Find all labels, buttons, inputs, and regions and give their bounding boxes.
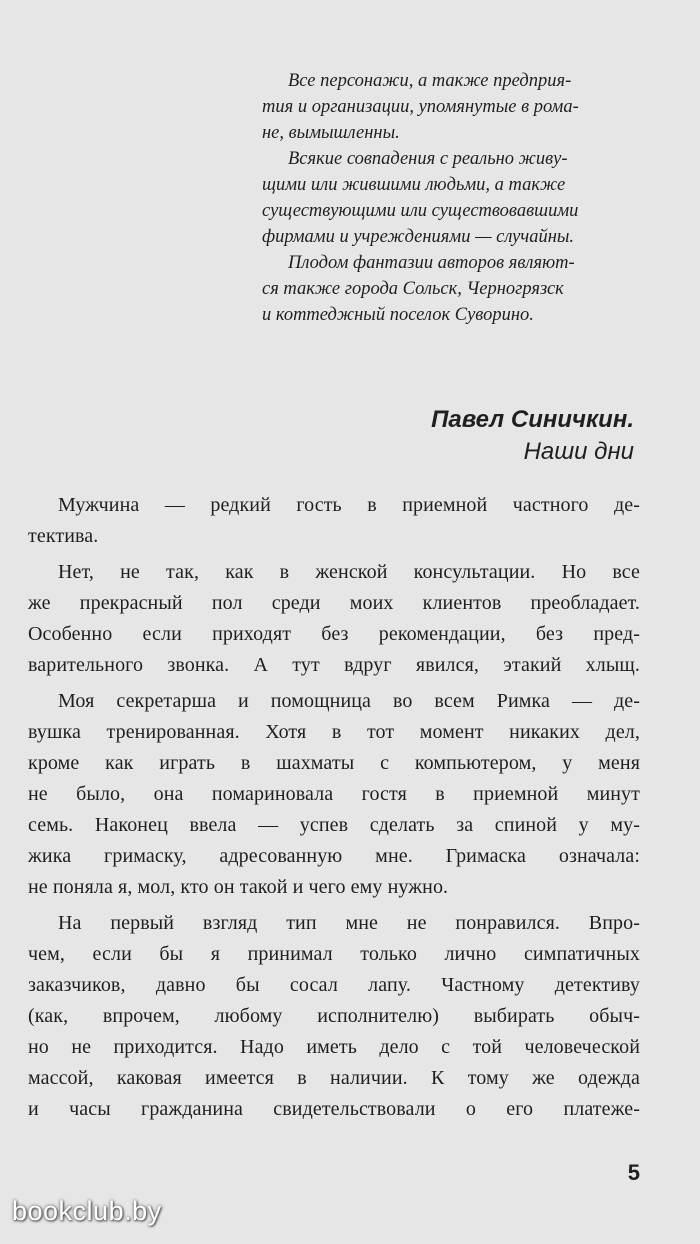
text-line: чем, если бы я принимал только лично симпатичных xyxy=(28,943,640,965)
text-line: же прекрасный пол среди моих клиентов преобладает. xyxy=(28,592,640,614)
text-line: ся также города Сольск, Черногрязск xyxy=(262,279,564,299)
text-line: кроме как играть в шахматы с компьютером, у меня xyxy=(28,752,640,774)
text-line: жика гримаску, адресованную мне. Гримаска означала: xyxy=(28,845,640,867)
chapter-heading xyxy=(431,404,634,468)
text-line: и часы гражданина свидетельствовали о его платеже- xyxy=(28,1098,640,1120)
body-text xyxy=(28,490,640,1130)
chapter-subtitle: Наши дни xyxy=(523,438,634,465)
text-line: тектива. xyxy=(28,525,99,547)
body-paragraph xyxy=(28,490,640,552)
text-line: не поняла я, мол, кто он такой и чего ему нужно. xyxy=(28,876,449,898)
text-line: Плодом фантазии авторов являют- xyxy=(288,253,575,273)
page-number: 5 xyxy=(627,1160,640,1185)
text-line: Нет, не так, как в женской консультации. Но все xyxy=(58,561,640,583)
body-paragraph xyxy=(28,908,640,1125)
text-line: (как, впрочем, любому исполнителю) выбирать обыч- xyxy=(28,1005,640,1027)
text-line: но не приходится. Надо иметь дело с той человеческой xyxy=(28,1036,640,1058)
text-line: вушка тренированная. Хотя в тот момент никаких дел, xyxy=(28,721,640,743)
text-line: фирмами и учреждениями — случайны. xyxy=(262,227,575,247)
text-line: заказчиков, давно бы сосал лапу. Частному детективу xyxy=(28,974,640,996)
text-line: не было, она помариновала гостя в приемной минут xyxy=(28,783,640,805)
text-line: Мужчина — редкий гость в приемной частного де- xyxy=(58,494,640,516)
text-line: массой, каковая имеется в наличии. К тому же одежда xyxy=(28,1067,640,1089)
watermark: bookclub.by xyxy=(12,1196,162,1226)
text-line: и коттеджный поселок Суворино. xyxy=(262,305,534,325)
body-paragraph xyxy=(28,557,640,681)
disclaimer-paragraph xyxy=(262,68,650,146)
disclaimer xyxy=(262,68,650,328)
text-line: тия и организации, упомянутые в рома- xyxy=(262,97,579,117)
text-line: щими или жившими людьми, а также xyxy=(262,175,566,195)
text-line: Всякие совпадения с реально живу- xyxy=(288,149,568,169)
disclaimer-paragraph xyxy=(262,250,650,328)
text-line: Моя секретарша и помощница во всем Римка — де- xyxy=(58,690,640,712)
text-line: варительного звонка. А тут вдруг явился, этакий хлыщ. xyxy=(28,654,640,676)
text-line: не, вымышленны. xyxy=(262,123,400,143)
text-line: Все персонажи, а также предприя- xyxy=(288,71,572,91)
disclaimer-paragraph xyxy=(262,146,650,250)
chapter-title: Павел Синичкин. xyxy=(431,406,634,433)
text-line: На первый взгляд тип мне не понравился. Впро- xyxy=(58,912,640,934)
text-line: Особенно если приходят без рекомендации, без пред- xyxy=(28,623,640,645)
body-paragraph xyxy=(28,686,640,903)
text-line: семь. Наконец ввела — успев сделать за спиной у му- xyxy=(28,814,640,836)
text-line: существующими или существовавшими xyxy=(262,201,579,221)
